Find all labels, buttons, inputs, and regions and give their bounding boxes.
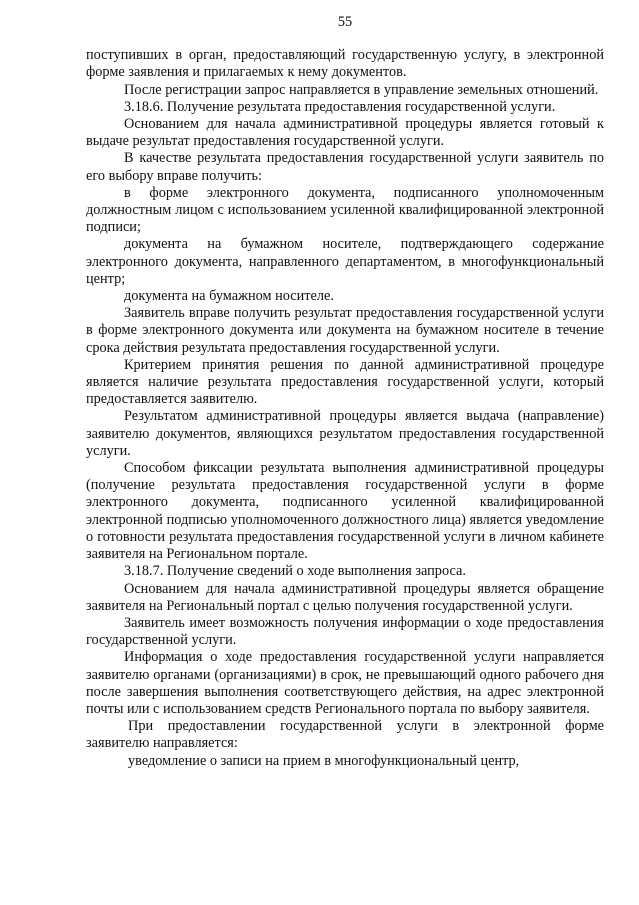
paragraph: Способом фиксации результата выполнения административной процедуры (получение результата предоставления государственной услуги в форме электронного документа, подписанного усиленной квалифицированной электронной подписью уполномоченного должностного лица) является уведомление о готовности результата предоставления государственной услуги в личном кабинете заявителя на Региональном портале. — [86, 460, 604, 563]
list-item: в форме электронного документа, подписанного уполномоченным должностным лицом с использованием усиленной квалифицированной электронной подписи; — [86, 184, 604, 236]
paragraph: Результатом административной процедуры является выдача (направление) заявителю документов, являющихся результатом предоставления государственной услуги. — [86, 408, 604, 459]
section-heading-3-18-7: 3.18.7. Получение сведений о ходе выполнения запроса. — [124, 563, 466, 580]
paragraph: поступивших в орган, предоставляющий государственную услугу, в электронной форме заявления и прилагаемых к нему документов. — [86, 47, 604, 81]
paragraph: При предоставлении государственной услуги в электронной форме заявителю направляется: — [86, 718, 604, 752]
paragraph: Заявитель вправе получить результат предоставления государственной услуги в форме электронного документа или документа на бумажном носителе в течение срока действия результата предоставления государственной услуги. — [86, 305, 604, 356]
section-heading-3-18-6: 3.18.6. Получение результата предоставления государственной услуги. — [124, 98, 556, 115]
page-number: 55 — [337, 14, 353, 30]
paragraph: Заявитель имеет возможность получения информации о ходе предоставления государственной услуги. — [86, 614, 604, 649]
list-item: документа на бумажном носителе. — [124, 288, 334, 305]
paragraph: После регистрации запрос направляется в управление земельных отношений. — [124, 81, 599, 98]
paragraph: Основанием для начала административной процедуры является обращение заявителя на Региональный портал с целью получения государственной услуги. — [86, 580, 604, 614]
list-item: уведомление о записи на прием в многофункциональный центр, — [128, 752, 520, 769]
paragraph: Основанием для начала административной процедуры является готовый к выдаче результат предоставления государственной услуги. — [86, 116, 604, 150]
paragraph: Информация о ходе предоставления государственной услуги направляется заявителю органами (организациями) в срок, не превышающий одного рабочего дня после завершения выполнения соответствующего действия, на адрес электронной почты или с использованием средств Регионального портала по выбору заявителя. — [86, 649, 604, 717]
list-item: документа на бумажном носителе, подтверждающего содержание электронного документа, направленного департаментом, в многофункциональный центр; — [86, 236, 604, 287]
paragraph: Критерием принятия решения по данной административной процедуре является наличие результата предоставления государственной услуги, который предоставляется заявителю. — [86, 356, 604, 408]
document-page — [86, 14, 604, 770]
paragraph: В качестве результата предоставления государственной услуги заявитель по его выбору вправе получить: — [86, 150, 604, 184]
